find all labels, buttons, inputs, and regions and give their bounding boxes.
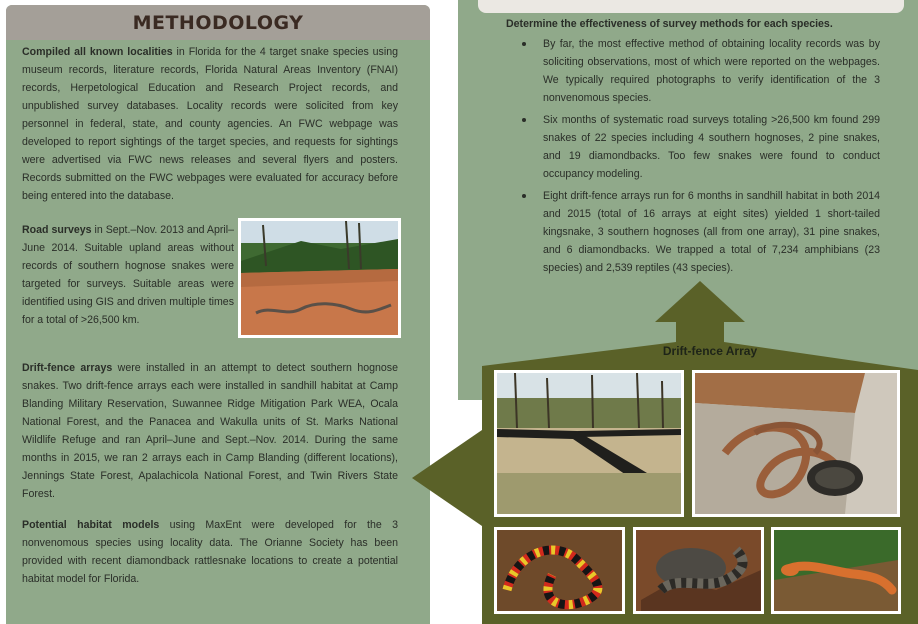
results-title: Determine the effectiveness of survey methods for each species.	[506, 18, 833, 30]
rattlesnake-photo	[633, 527, 764, 614]
drift-panel-title: Drift-fence Array	[662, 344, 758, 358]
habitat-bold: Potential habitat models	[22, 519, 160, 531]
drift-fence-bold: Drift-fence arrays	[22, 362, 113, 374]
habitat-text: using MaxEnt were developed for the 3 nonvenomous species using locality data. The Orianne Society has been provided with recent diamondback rattlesnake locations to create a potential habitat model for Florida.	[22, 519, 398, 585]
snakes-in-trap-photo	[692, 370, 900, 517]
drift-fence-text: were installed in an attempt to detect southern hognose snakes. Two drift-fence arrays each were installed in sandhill habitat at Camp Blanding Military Reservation, Suwannee Ridge Mitigation Park WEA, Ocala National Forest, and the Panacea and Wakulla units of St. Marks National Wildlife Refuge and ran April–June and Sept.–Nov. 2014. During the same months in 2015, we ran 2 arrays each in Camp Blanding (different locations), Jennings State Forest, Apalachicola National Forest, and Twin Rivers State Forest.	[22, 362, 398, 500]
methodology-title: METHODOLOGY	[132, 11, 304, 34]
bullet-text: Eight drift-fence arrays run for 6 months in sandhill habitat in both 2014 and 2015 (total of 16 arrays at eight sites) yielded 1 short-tailed kingsnake, 3 southern hognoses (all from one array), 31 pine snakes, and 6 diamondbacks. We trapped a total of 7,234 amphibians (23 species) and 2,539 reptiles (43 species).	[543, 190, 880, 274]
road-surveys-text: in Sept.–Nov. 2013 and April–June 2014. Suitable upland areas without records of southern hognose snakes were targeted for surveys. Suitable areas were identified using GIS and driven multiple times for a total of >26,500 km.	[22, 224, 234, 326]
drift-fence-photo	[494, 370, 684, 517]
localities-text: in Florida for the 4 target snake species using museum records, literature records, Florida Natural Areas Inventory (FNAI) records, Herpetological Education and Research Project records, and unpublished survey databases. Locality records were solicited from key personnel in federal, state, and county agencies. An FWC webpage was developed to report sightings of the target species, and requests for sightings were advertised via FWC news releases and several flyers and posters. Records submitted on the FWC webpages were evaluated for accuracy before being entered into the database.	[22, 46, 398, 202]
road-surveys-bold: Road surveys	[22, 224, 92, 236]
bullet-text: Six months of systematic road surveys totaling >26,500 km found 299 snakes of 22 species including 4 southern hognoses, 2 pine snakes, and 19 diamondbacks. Too few snakes were found to conduct occupancy modeling.	[543, 114, 880, 180]
coral-snake-photo	[494, 527, 625, 614]
salamander-photo	[771, 527, 901, 614]
bullet-text: By far, the most effective method of obtaining locality records was by soliciting observations, most of which were reported on the webpages. We typically required photographs to verify identification of the 3 nonvenomous species.	[543, 38, 880, 104]
localities-bold: Compiled all known localities	[22, 46, 173, 58]
